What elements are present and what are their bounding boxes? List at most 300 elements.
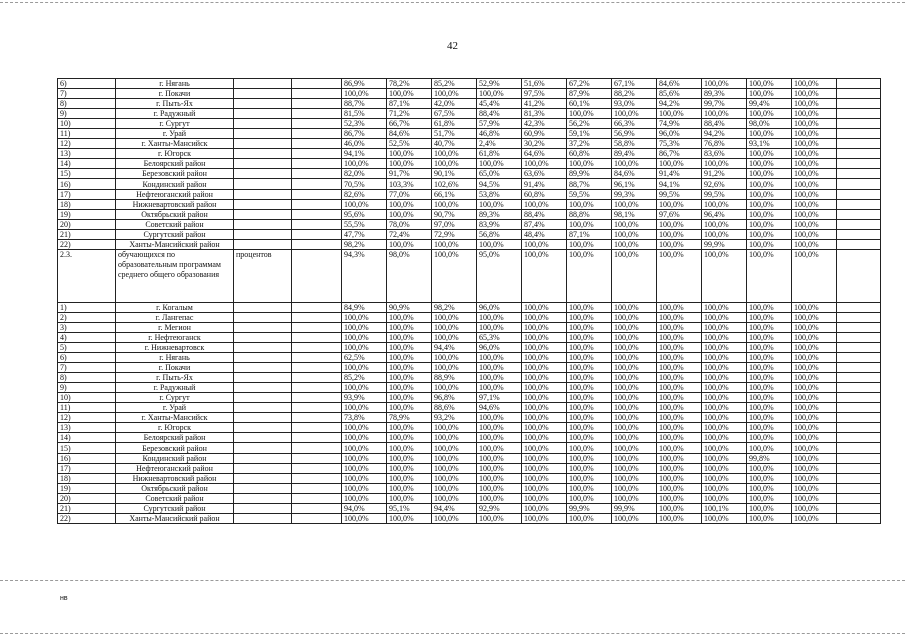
value-cell: 100,0% — [477, 513, 522, 523]
value-cell: 100,0% — [702, 443, 747, 453]
table-row — [58, 433, 881, 443]
row-number: 18) — [58, 199, 116, 209]
value-cell: 100,0% — [477, 373, 522, 383]
value-cell: 89,9% — [567, 169, 612, 179]
value-cell: 100,0% — [747, 302, 792, 312]
table-row — [58, 383, 881, 393]
value-cell: 100,0% — [702, 79, 747, 89]
row-unit-blank — [234, 403, 292, 413]
row-blank — [837, 219, 881, 229]
row-unit-blank — [234, 373, 292, 383]
row-blank — [292, 229, 342, 239]
row-unit-blank — [234, 129, 292, 139]
value-cell: 100,0% — [432, 239, 477, 249]
row-blank — [292, 199, 342, 209]
value-cell: 100,0% — [657, 423, 702, 433]
table-row — [58, 179, 881, 189]
value-cell: 100,0% — [702, 312, 747, 322]
value-cell: 100,0% — [567, 413, 612, 423]
table-row — [58, 413, 881, 423]
value-cell: 100,0% — [432, 453, 477, 463]
table-row — [58, 129, 881, 139]
value-cell: 100,0% — [657, 159, 702, 169]
value-cell: 100,0% — [522, 383, 567, 393]
municipality-name: г. Нягань — [116, 353, 234, 363]
row-unit-blank — [234, 473, 292, 483]
value-cell: 100,0% — [342, 89, 387, 99]
value-cell: 100,0% — [702, 373, 747, 383]
value-cell: 100,0% — [432, 433, 477, 443]
value-cell: 99,9% — [702, 239, 747, 249]
row-blank — [837, 373, 881, 383]
table-row — [58, 443, 881, 453]
value-cell: 65,3% — [477, 332, 522, 342]
row-blank — [837, 493, 881, 503]
row-blank — [837, 179, 881, 189]
value-cell: 83,6% — [702, 149, 747, 159]
value-cell: 100,0% — [477, 363, 522, 373]
row-blank — [837, 433, 881, 443]
value-cell: 100,0% — [387, 373, 432, 383]
table-row — [58, 159, 881, 169]
table-section-2-3 — [58, 249, 881, 302]
value-cell: 100,0% — [522, 403, 567, 413]
row-unit-blank — [234, 109, 292, 119]
value-cell: 83,9% — [477, 219, 522, 229]
value-cell: 94,1% — [657, 179, 702, 189]
value-cell: 81,5% — [342, 109, 387, 119]
value-cell: 100,0% — [747, 473, 792, 483]
value-cell: 100,0% — [792, 159, 837, 169]
row-blank — [292, 99, 342, 109]
value-cell: 100,0% — [432, 149, 477, 159]
value-cell: 100,0% — [657, 332, 702, 342]
row-blank — [292, 219, 342, 229]
value-cell: 100,0% — [477, 453, 522, 463]
value-cell: 100,0% — [612, 493, 657, 503]
municipality-name: г. Радужный — [116, 383, 234, 393]
value-cell: 100,0% — [567, 199, 612, 209]
table-row — [58, 139, 881, 149]
value-cell: 100,0% — [522, 159, 567, 169]
row-blank — [292, 169, 342, 179]
row-blank — [837, 363, 881, 373]
value-cell: 100,0% — [792, 199, 837, 209]
table-row — [58, 332, 881, 342]
row-blank — [292, 179, 342, 189]
value-cell: 100,0% — [387, 312, 432, 322]
value-cell: 100,0% — [612, 109, 657, 119]
table-row — [58, 109, 881, 119]
value-cell: 81,3% — [522, 109, 567, 119]
value-cell: 100,0% — [747, 383, 792, 393]
row-blank — [837, 453, 881, 463]
value-cell: 100,0% — [792, 503, 837, 513]
value-cell: 100,0% — [387, 383, 432, 393]
value-cell: 87,9% — [567, 89, 612, 99]
value-cell: 100,0% — [387, 149, 432, 159]
row-number: 20) — [58, 493, 116, 503]
row-number: 14) — [58, 159, 116, 169]
value-cell: 77,0% — [387, 189, 432, 199]
value-cell: 100,0% — [387, 239, 432, 249]
value-cell: 99,5% — [702, 189, 747, 199]
value-cell: 100,0% — [432, 353, 477, 363]
value-cell: 100,0% — [702, 433, 747, 443]
municipality-name: Березовский район — [116, 169, 234, 179]
value-cell: 100,0% — [657, 322, 702, 332]
value-cell: 100,0% — [342, 463, 387, 473]
value-cell: 100,0% — [612, 463, 657, 473]
table-row — [58, 302, 881, 312]
value-cell: 100,0% — [432, 199, 477, 209]
table-row — [58, 353, 881, 363]
value-cell: 100,0% — [792, 209, 837, 219]
table-row — [58, 513, 881, 523]
value-cell: 98,0% — [747, 119, 792, 129]
value-cell: 100,0% — [792, 239, 837, 249]
row-blank — [837, 229, 881, 239]
table-row — [58, 89, 881, 99]
value-cell: 100,0% — [747, 129, 792, 139]
value-cell: 82,0% — [342, 169, 387, 179]
value-cell: 100,0% — [387, 89, 432, 99]
value-cell: 96,4% — [702, 209, 747, 219]
value-cell: 100,0% — [342, 513, 387, 523]
value-cell: 100,0% — [387, 453, 432, 463]
row-blank — [837, 413, 881, 423]
value-cell: 42,3% — [522, 119, 567, 129]
value-cell: 46,8% — [477, 129, 522, 139]
value-cell: 75,3% — [657, 139, 702, 149]
value-cell: 100,0% — [792, 423, 837, 433]
value-cell: 70,5% — [342, 179, 387, 189]
value-cell: 100,0% — [387, 433, 432, 443]
value-cell: 72,9% — [432, 229, 477, 239]
row-blank — [837, 189, 881, 199]
value-cell: 100,0% — [792, 483, 837, 493]
value-cell: 56,9% — [612, 129, 657, 139]
value-cell: 100,0% — [747, 312, 792, 322]
value-cell: 100,0% — [657, 312, 702, 322]
value-cell: 100,0% — [657, 229, 702, 239]
row-blank — [837, 423, 881, 433]
row-unit-blank — [234, 159, 292, 169]
value-cell: 100,0% — [387, 322, 432, 332]
table-row — [58, 463, 881, 473]
value-cell: 71,2% — [387, 109, 432, 119]
value-cell: 100,0% — [387, 423, 432, 433]
value-cell: 100,0% — [747, 513, 792, 523]
value-cell: 94,6% — [477, 403, 522, 413]
value-cell: 100,0% — [387, 353, 432, 363]
value-cell: 56,2% — [567, 119, 612, 129]
value-cell: 100,0% — [522, 473, 567, 483]
value-cell: 100,0% — [612, 473, 657, 483]
value-cell: 100,0% — [567, 483, 612, 493]
footer-note: нв — [60, 595, 68, 602]
row-blank — [837, 322, 881, 332]
value-cell: 94,0% — [342, 503, 387, 513]
value-cell: 100,0% — [792, 332, 837, 342]
value-cell: 100,0% — [612, 229, 657, 239]
value-cell: 100,0% — [522, 239, 567, 249]
value-cell: 87,1% — [387, 99, 432, 109]
value-cell: 92,6% — [702, 179, 747, 189]
value-cell: 100,0% — [387, 403, 432, 413]
value-cell: 100,0% — [792, 139, 837, 149]
row-unit-blank — [234, 219, 292, 229]
row-number: 11) — [58, 403, 116, 413]
value-cell: 100,0% — [747, 353, 792, 363]
value-cell: 100,0% — [792, 189, 837, 199]
municipality-name: г. Пыть-Ях — [116, 99, 234, 109]
row-blank — [292, 423, 342, 433]
row-unit-blank — [234, 433, 292, 443]
municipality-name: Сургутский район — [116, 229, 234, 239]
value-cell: 100,0% — [747, 209, 792, 219]
value-cell: 100,0% — [792, 473, 837, 483]
value-cell: 100,0% — [792, 353, 837, 363]
value-cell: 61,8% — [477, 149, 522, 159]
value-cell: 86,7% — [657, 149, 702, 159]
table-row — [58, 493, 881, 503]
value-cell: 100,0% — [522, 503, 567, 513]
value-cell: 66,1% — [432, 189, 477, 199]
value-cell: 93,9% — [342, 393, 387, 403]
value-cell: 100,0% — [792, 302, 837, 312]
municipality-name: г. Сургут — [116, 119, 234, 129]
value-cell: 100,0% — [567, 342, 612, 352]
value-cell: 100,0% — [342, 199, 387, 209]
table-row — [58, 403, 881, 413]
value-cell: 100,0% — [792, 312, 837, 322]
value-cell: 100,0% — [477, 383, 522, 393]
row-unit-blank — [234, 453, 292, 463]
value-cell: 100,1% — [702, 503, 747, 513]
value-cell: 100,0% — [387, 473, 432, 483]
row-unit-blank — [234, 149, 292, 159]
value-cell: 100,0% — [567, 443, 612, 453]
value-cell: 100,0% — [657, 363, 702, 373]
row-unit-blank — [234, 493, 292, 503]
row-number: 14) — [58, 433, 116, 443]
row-unit-blank — [234, 393, 292, 403]
section-value: 100,0% — [612, 249, 657, 302]
section-value: 100,0% — [657, 249, 702, 302]
value-cell: 100,0% — [342, 332, 387, 342]
value-cell: 100,0% — [477, 199, 522, 209]
row-blank — [837, 443, 881, 453]
value-cell: 88,9% — [432, 373, 477, 383]
value-cell: 100,0% — [342, 453, 387, 463]
value-cell: 100,0% — [792, 433, 837, 443]
value-cell: 100,0% — [747, 373, 792, 383]
row-unit-blank — [234, 79, 292, 89]
value-cell: 100,0% — [432, 463, 477, 473]
municipality-name: Нефтеюганский район — [116, 189, 234, 199]
value-cell: 100,0% — [432, 89, 477, 99]
row-number: 15) — [58, 169, 116, 179]
value-cell: 60,1% — [567, 99, 612, 109]
value-cell: 100,0% — [792, 169, 837, 179]
row-number: 6) — [58, 353, 116, 363]
table-row — [58, 342, 881, 352]
value-cell: 100,0% — [612, 383, 657, 393]
municipality-name: г. Сургут — [116, 393, 234, 403]
row-unit-blank — [234, 423, 292, 433]
value-cell: 62,5% — [342, 353, 387, 363]
section-value: 94,3% — [342, 249, 387, 302]
row-unit-blank — [234, 363, 292, 373]
value-cell: 78,2% — [387, 79, 432, 89]
value-cell: 100,0% — [522, 433, 567, 443]
municipality-name: Нижневартовский район — [116, 199, 234, 209]
value-cell: 100,0% — [747, 199, 792, 209]
value-cell: 65,0% — [477, 169, 522, 179]
value-cell: 100,0% — [657, 219, 702, 229]
value-cell: 94,5% — [477, 179, 522, 189]
table-row — [58, 99, 881, 109]
value-cell: 100,0% — [522, 413, 567, 423]
value-cell: 100,0% — [702, 353, 747, 363]
municipality-name: Кондинский район — [116, 453, 234, 463]
value-cell: 88,6% — [432, 403, 477, 413]
row-blank — [837, 513, 881, 523]
value-cell: 100,0% — [747, 483, 792, 493]
row-number: 1) — [58, 302, 116, 312]
municipality-name: г. Мегион — [116, 322, 234, 332]
table-row — [58, 189, 881, 199]
row-blank — [292, 79, 342, 89]
value-cell: 100,0% — [657, 353, 702, 363]
value-cell: 100,0% — [657, 443, 702, 453]
value-cell: 64,6% — [522, 149, 567, 159]
value-cell: 100,0% — [612, 413, 657, 423]
table-row — [58, 119, 881, 129]
value-cell: 100,0% — [702, 413, 747, 423]
row-blank — [292, 189, 342, 199]
table-row — [58, 312, 881, 322]
value-cell: 100,0% — [567, 159, 612, 169]
row-unit-blank — [234, 342, 292, 352]
row-unit-blank — [234, 169, 292, 179]
row-blank — [837, 403, 881, 413]
value-cell: 100,0% — [657, 493, 702, 503]
value-cell: 95,1% — [387, 503, 432, 513]
value-cell: 100,0% — [522, 393, 567, 403]
value-cell: 100,0% — [342, 493, 387, 503]
value-cell: 100,0% — [657, 513, 702, 523]
municipality-name: Октябрьский район — [116, 209, 234, 219]
row-unit-blank — [234, 209, 292, 219]
value-cell: 100,0% — [792, 413, 837, 423]
value-cell: 100,0% — [342, 423, 387, 433]
row-number: 2) — [58, 312, 116, 322]
value-cell: 100,0% — [432, 423, 477, 433]
value-cell: 100,0% — [612, 363, 657, 373]
row-number: 21) — [58, 503, 116, 513]
value-cell: 100,0% — [387, 199, 432, 209]
value-cell: 100,0% — [567, 403, 612, 413]
value-cell: 63,6% — [522, 169, 567, 179]
value-cell: 100,0% — [612, 433, 657, 443]
value-cell: 88,4% — [702, 119, 747, 129]
value-cell: 100,0% — [792, 342, 837, 352]
value-cell: 100,0% — [702, 302, 747, 312]
value-cell: 100,0% — [477, 159, 522, 169]
value-cell: 88,7% — [567, 179, 612, 189]
table-row — [58, 149, 881, 159]
value-cell: 85,2% — [432, 79, 477, 89]
value-cell: 102,6% — [432, 179, 477, 189]
row-blank — [292, 443, 342, 453]
table-row — [58, 373, 881, 383]
value-cell: 88,7% — [342, 99, 387, 109]
value-cell: 99,7% — [702, 99, 747, 109]
value-cell: 100,0% — [387, 209, 432, 219]
municipality-name: г. Когалым — [116, 302, 234, 312]
value-cell: 100,0% — [342, 322, 387, 332]
value-cell: 100,0% — [567, 219, 612, 229]
value-cell: 100,0% — [702, 199, 747, 209]
value-cell: 100,0% — [747, 342, 792, 352]
row-number: 22) — [58, 239, 116, 249]
value-cell: 100,0% — [477, 353, 522, 363]
value-cell: 89,4% — [612, 149, 657, 159]
value-cell: 100,0% — [747, 169, 792, 179]
row-number: 5) — [58, 342, 116, 352]
value-cell: 100,0% — [342, 363, 387, 373]
value-cell: 100,0% — [747, 109, 792, 119]
municipality-name: Кондинский район — [116, 179, 234, 189]
value-cell: 100,0% — [567, 312, 612, 322]
value-cell: 90,9% — [387, 302, 432, 312]
row-blank — [837, 89, 881, 99]
value-cell: 87,1% — [567, 229, 612, 239]
value-cell: 60,9% — [522, 129, 567, 139]
row-number: 9) — [58, 383, 116, 393]
value-cell: 53,8% — [477, 189, 522, 199]
value-cell: 100,0% — [792, 373, 837, 383]
row-blank — [292, 109, 342, 119]
value-cell: 56,8% — [477, 229, 522, 239]
table-row — [58, 473, 881, 483]
value-cell: 100,0% — [477, 493, 522, 503]
row-unit-blank — [234, 353, 292, 363]
value-cell: 100,0% — [657, 302, 702, 312]
row-number: 6) — [58, 79, 116, 89]
value-cell: 100,0% — [477, 322, 522, 332]
row-unit-blank — [234, 199, 292, 209]
municipality-name: г. Югорск — [116, 149, 234, 159]
row-number: 4) — [58, 332, 116, 342]
value-cell: 52,9% — [477, 79, 522, 89]
value-cell: 88,4% — [477, 109, 522, 119]
value-cell: 100,0% — [342, 312, 387, 322]
row-number: 8) — [58, 373, 116, 383]
row-blank — [837, 139, 881, 149]
row-number: 22) — [58, 513, 116, 523]
table-row — [58, 219, 881, 229]
value-cell: 37,2% — [567, 139, 612, 149]
value-cell: 100,0% — [792, 129, 837, 139]
value-cell: 51,6% — [522, 79, 567, 89]
value-cell: 47,7% — [342, 229, 387, 239]
value-cell: 66,3% — [612, 119, 657, 129]
table-row — [58, 363, 881, 373]
value-cell: 100,0% — [702, 393, 747, 403]
